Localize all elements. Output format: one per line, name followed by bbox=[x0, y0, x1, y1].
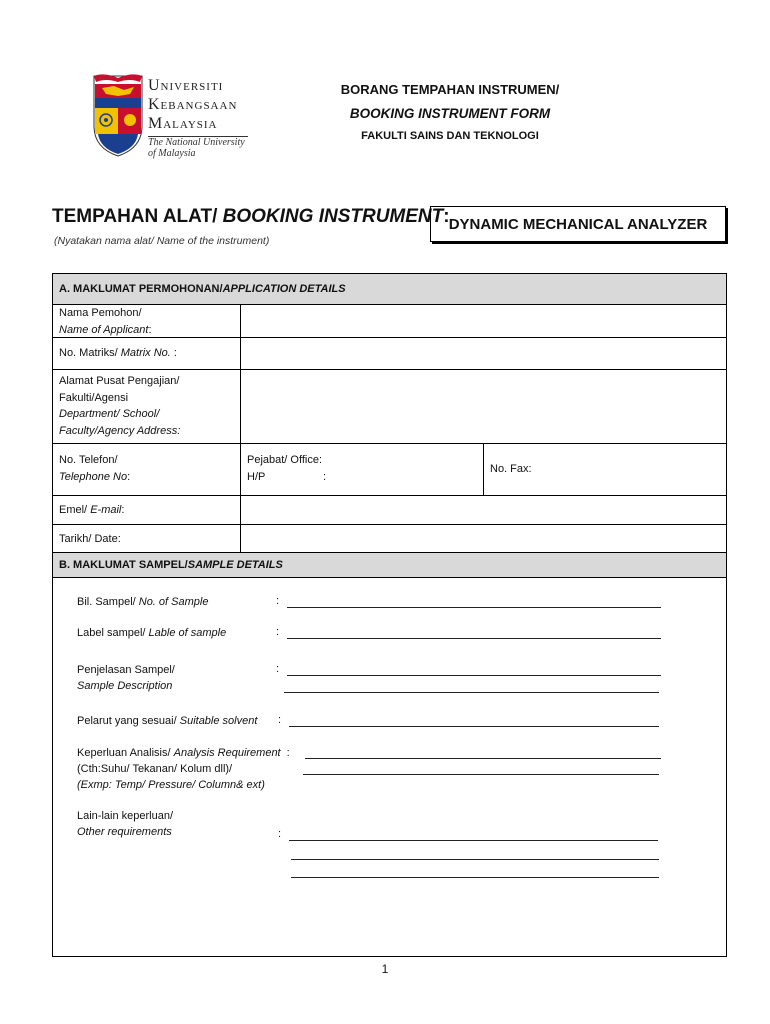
email-label-ms: Emel/ bbox=[59, 504, 91, 516]
solvent-input[interactable] bbox=[289, 726, 659, 727]
other-requirements-label-ms: Lain-lain keperluan/ bbox=[77, 810, 174, 822]
sample-description-colon: : bbox=[276, 663, 280, 675]
hp-label: H/P bbox=[247, 470, 266, 483]
instrument-heading-ms: TEMPAHAN ALAT/ bbox=[52, 206, 223, 227]
sample-description-label-ms: Penjelasan Sampel/ bbox=[77, 664, 175, 676]
fax-field[interactable] bbox=[490, 461, 532, 478]
other-requirements-input-3[interactable] bbox=[291, 877, 659, 878]
sample-count-label-ms: Bil. Sampel/ bbox=[77, 596, 139, 608]
sample-label-label bbox=[77, 625, 226, 641]
analysis-colon: : bbox=[286, 747, 290, 759]
instrument-name-field[interactable]: DYNAMIC MECHANICAL ANALYZER bbox=[430, 206, 726, 242]
address-label-line-2: Fakulti/Agensi bbox=[59, 391, 129, 404]
analysis-input-1[interactable] bbox=[305, 758, 661, 759]
sample-label-colon: : bbox=[276, 626, 280, 638]
address-label-line-4: Faculty/Agency Address: bbox=[59, 424, 181, 437]
section-a-title-en: APPLICATION DETAILS bbox=[222, 283, 346, 295]
address-row bbox=[53, 370, 726, 444]
telephone-colon: : bbox=[127, 470, 131, 483]
analysis-example-ms: (Cth:Suhu/ Tekanan/ Kolum dll)/ bbox=[77, 763, 233, 775]
address-input[interactable] bbox=[241, 370, 726, 443]
telephone-label-en: Telephone No bbox=[59, 470, 128, 483]
office-label: Pejabat/ Office: bbox=[247, 454, 323, 466]
email-label bbox=[59, 502, 124, 519]
booking-form bbox=[52, 273, 727, 957]
telephone-label-ms: No. Telefon/ bbox=[59, 454, 118, 466]
analysis-label-ms: Keperluan Analisis/ bbox=[77, 747, 174, 759]
section-a-title-ms: A. MAKLUMAT PERMOHONAN/ bbox=[59, 283, 223, 295]
telephone-row bbox=[53, 444, 726, 496]
analysis-label-en: Analysis Requirement bbox=[173, 747, 281, 759]
email-input[interactable] bbox=[241, 496, 726, 524]
analysis-example-en: (Exmp: Temp/ Pressure/ Column& ext) bbox=[77, 779, 265, 791]
logo-line-1: Universiti bbox=[148, 77, 224, 94]
address-label bbox=[59, 373, 180, 439]
university-logo bbox=[90, 74, 260, 164]
telephone-label bbox=[59, 452, 130, 485]
fax-label: No. Fax: bbox=[490, 463, 532, 475]
matrix-no-input[interactable] bbox=[241, 338, 726, 369]
applicant-name-row bbox=[53, 305, 726, 338]
university-crest-icon bbox=[90, 74, 146, 158]
sample-label-label-en: Lable of sample bbox=[148, 627, 227, 639]
sample-count-label-en: No. of Sample bbox=[138, 596, 209, 608]
instrument-heading-colon: : bbox=[443, 206, 450, 227]
solvent-label-en: Suitable solvent bbox=[179, 715, 258, 727]
logo-subtitle-2: of Malaysia bbox=[148, 148, 196, 159]
email-colon: : bbox=[121, 504, 125, 516]
analysis-label bbox=[77, 745, 290, 793]
sample-description-label bbox=[77, 662, 175, 694]
logo-line-3: Malaysia bbox=[148, 115, 218, 132]
matrix-no-colon: : bbox=[170, 347, 177, 359]
other-requirements-input-1[interactable] bbox=[289, 840, 658, 841]
email-row bbox=[53, 496, 726, 525]
sample-count-label bbox=[77, 594, 208, 610]
instrument-heading-en: BOOKING INSTRUMENT bbox=[222, 206, 444, 227]
column-divider bbox=[483, 444, 484, 495]
email-label-en: E-mail bbox=[90, 504, 122, 516]
other-requirements-input-2[interactable] bbox=[291, 859, 659, 860]
sample-description-label-en: Sample Description bbox=[77, 680, 173, 692]
matrix-no-label bbox=[59, 345, 177, 362]
sample-label-input[interactable] bbox=[287, 638, 661, 639]
column-divider bbox=[240, 444, 241, 495]
sample-count-colon: : bbox=[276, 595, 280, 607]
analysis-input-2[interactable] bbox=[303, 774, 659, 775]
sample-description-input-2[interactable] bbox=[284, 692, 659, 693]
applicant-name-label-ms: Nama Pemohon/ bbox=[59, 307, 142, 319]
form-title-en: BOOKING INSTRUMENT FORM bbox=[349, 106, 551, 121]
instrument-note: (Nyatakan nama alat/ Name of the instrument) bbox=[54, 235, 270, 247]
applicant-name-label bbox=[59, 305, 152, 338]
sample-count-input[interactable] bbox=[287, 607, 661, 608]
matrix-no-label-en: Matrix No. bbox=[120, 347, 171, 359]
hp-colon: : bbox=[323, 470, 327, 483]
other-requirements-colon: : bbox=[278, 828, 282, 840]
instrument-heading bbox=[52, 206, 450, 228]
section-b-header bbox=[53, 553, 726, 578]
solvent-label bbox=[77, 713, 257, 729]
logo-line-2: Kebangsaan bbox=[148, 96, 238, 113]
faculty-name: FAKULTI SAINS DAN TEKNOLOGI bbox=[361, 130, 539, 142]
other-requirements-label-en: Other requirements bbox=[77, 826, 172, 838]
matrix-no-row bbox=[53, 338, 726, 370]
address-label-line-1: Alamat Pusat Pengajian/ bbox=[59, 375, 180, 387]
other-requirements-label bbox=[77, 808, 173, 840]
address-label-line-3: Department/ School/ bbox=[59, 408, 160, 420]
logo-subtitle-1: The National University bbox=[148, 137, 245, 148]
section-b-title-en: SAMPLE DETAILS bbox=[187, 559, 283, 571]
applicant-name-colon: : bbox=[148, 323, 152, 336]
solvent-label-ms: Pelarut yang sesuai/ bbox=[77, 715, 180, 727]
applicant-name-label-en: Name of Applicant bbox=[59, 323, 149, 336]
telephone-office-field[interactable] bbox=[247, 452, 475, 485]
section-a-header bbox=[53, 274, 726, 305]
section-b-title-ms: B. MAKLUMAT SAMPEL/ bbox=[59, 559, 188, 571]
sample-description-input-1[interactable] bbox=[287, 675, 661, 676]
date-row bbox=[53, 525, 726, 553]
date-label: Tarikh/ Date: bbox=[59, 533, 121, 545]
page-number: 1 bbox=[381, 962, 389, 976]
sample-label-label-ms: Label sampel/ bbox=[77, 627, 149, 639]
applicant-name-input[interactable] bbox=[241, 305, 726, 337]
date-input[interactable] bbox=[241, 525, 726, 552]
matrix-no-label-ms: No. Matriks/ bbox=[59, 347, 121, 359]
form-title-ms: BORANG TEMPAHAN INSTRUMEN/ bbox=[340, 82, 560, 97]
solvent-colon: : bbox=[278, 714, 282, 726]
